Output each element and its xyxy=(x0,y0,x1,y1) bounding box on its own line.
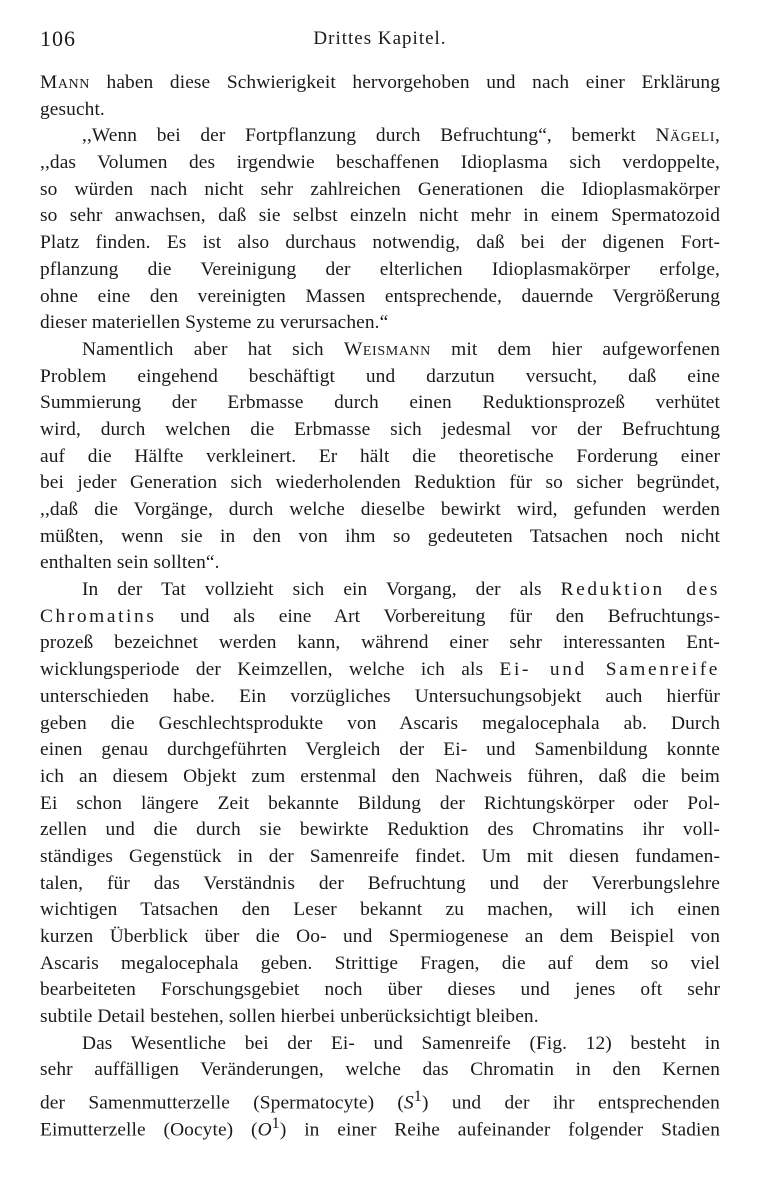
text-line: einen genau durchgeführten Vergleich der Ei- und Samenbildung konnte xyxy=(40,739,720,761)
text-line: wird, durch welchen die Erbmasse sich jedesmal vor der Befruchtung xyxy=(40,418,720,440)
text-line: so sehr anwachsen, daß sie selbst einzeln nicht mehr in einem Spermatozoid xyxy=(40,205,720,227)
text-line: geben die Geschlechtsprodukte von Ascaris megalocephala ab. Durch xyxy=(40,712,720,734)
text-line: kurzen Überblick über die Oo- und Spermiogenese an dem Beispiel von xyxy=(40,926,720,947)
book-page xyxy=(40,26,721,1141)
text-line: auf die Hälfte verkleinert. Er hält die theoretische Forderung einer xyxy=(40,445,720,467)
text-line: ständiges Gegenstück in der Samenreife findet. Um mit diesen fundamen- xyxy=(40,845,720,867)
text-line: ,,Wenn bei der Fortpflanzung durch Befruchtung“, bemerkt Nägeli, xyxy=(82,125,720,147)
author-name: Weismann xyxy=(344,338,431,360)
text-line: talen, für das Verständnis der Befruchtung und der Vererbungslehre xyxy=(40,872,720,894)
spaced-term: Chromatins xyxy=(40,605,157,627)
text-line: gesucht. xyxy=(40,98,105,120)
text-line: Chromatins und als eine Art Vorbereitung für den Befruchtungs- xyxy=(40,605,720,627)
body-text xyxy=(40,70,721,1141)
text-line: ich an diesem Objekt zum erstenmal den Nachweis führen, daß die beim xyxy=(40,765,720,787)
text-line: ,,daß die Vorgänge, durch welche dieselbe bewirkt wird, gefunden werden xyxy=(40,499,720,520)
text-line: Das Wesentliche bei der Ei- und Samenreife (Fig. 12) besteht in xyxy=(82,1032,720,1054)
text-line: subtile Detail bestehen, sollen hierbei unberücksichtigt bleiben. xyxy=(40,1006,539,1028)
spaced-term: Ei- und Samenreife xyxy=(499,659,721,681)
text-line: wicklungsperiode der Keimzellen, welche ich als Ei- und Samenreife xyxy=(40,659,721,681)
text-line: bearbeiteten Forschungsgebiet noch über dieses und jenes oft sehr xyxy=(40,979,720,1001)
superscript: 1 xyxy=(413,1088,422,1106)
page-header xyxy=(40,26,720,60)
text-line: wichtigen Tatsachen den Leser bekannt zu machen, will ich einen xyxy=(40,899,720,921)
text-line: dieser materiellen Systeme zu verursachen.“ xyxy=(40,312,389,334)
text-line: Namentlich aber hat sich Weismann mit dem hier aufgeworfenen xyxy=(82,338,720,360)
text-line: Ascaris megalocephala geben. Strittige Fragen, die auf dem so viel xyxy=(40,952,720,974)
text-line: In der Tat vollzieht sich ein Vorgang, der als Reduktion des xyxy=(82,579,720,601)
text-line: ohne eine den vereinigten Massen entsprechende, dauernde Vergrößerung xyxy=(40,285,720,307)
text-line: pflanzung die Vereinigung der elterlichen Idioplasmakörper erfolge, xyxy=(40,258,720,280)
superscript: 1 xyxy=(271,1114,280,1132)
text-line: unterschieden habe. Ein vorzügliches Untersuchungsobjekt auch hierfür xyxy=(40,685,720,707)
text-line: so würden nach nicht sehr zahlreichen Generationen die Idioplasmakörper xyxy=(40,178,720,200)
text-line: der Samenmutterzelle (Spermatocyte) $(S^1)$ und der ihr entsprechenden xyxy=(40,1088,720,1114)
running-title: Drittes Kapitel. xyxy=(313,28,447,49)
text-line: Mann haben diese Schwierigkeit hervorgehoben und nach einer Erklärung xyxy=(40,72,720,93)
text-line: Problem eingehend beschäftigt und darzutun versucht, daß eine xyxy=(40,365,720,387)
text-line: Eimutterzelle (Oocyte) $(O^1)$ in einer Reihe aufeinander folgender Stadien xyxy=(40,1114,720,1141)
symbol-s: S xyxy=(404,1092,414,1114)
page-number: 106 xyxy=(40,26,76,51)
text-line: zellen und die durch sie bewirkte Reduktion des Chromatins ihr voll- xyxy=(40,819,720,841)
text-line: müßten, wenn sie in den von ihm so gedeuteten Tatsachen noch nicht xyxy=(40,525,720,547)
text-line: Summierung der Erbmasse durch einen Reduktionsprozeß verhütet xyxy=(40,392,720,414)
text-line: Platz finden. Es ist also durchaus notwendig, daß bei der digenen Fort- xyxy=(40,232,720,254)
text-line: prozeß bezeichnet werden kann, während einer sehr interessanten Ent- xyxy=(40,632,720,654)
text-line: sehr auffälligen Veränderungen, welche das Chromatin in den Kernen xyxy=(40,1059,720,1081)
symbol-o: O xyxy=(257,1119,272,1141)
author-name: Nägeli xyxy=(655,125,716,147)
text-line: bei jeder Generation sich wiederholenden Reduktion für so sicher begründet, xyxy=(40,472,720,494)
text-line: Ei schon längere Zeit bekannte Bildung der Richtungskörper oder Pol- xyxy=(40,792,720,814)
author-name: Mann xyxy=(40,72,90,93)
text-line: enthalten sein sollten“. xyxy=(40,552,220,574)
spaced-term: Reduktion des xyxy=(560,579,720,601)
text-line: ,,das Volumen des irgendwie beschaffenen Idioplasma sich verdoppelte, xyxy=(40,152,720,174)
